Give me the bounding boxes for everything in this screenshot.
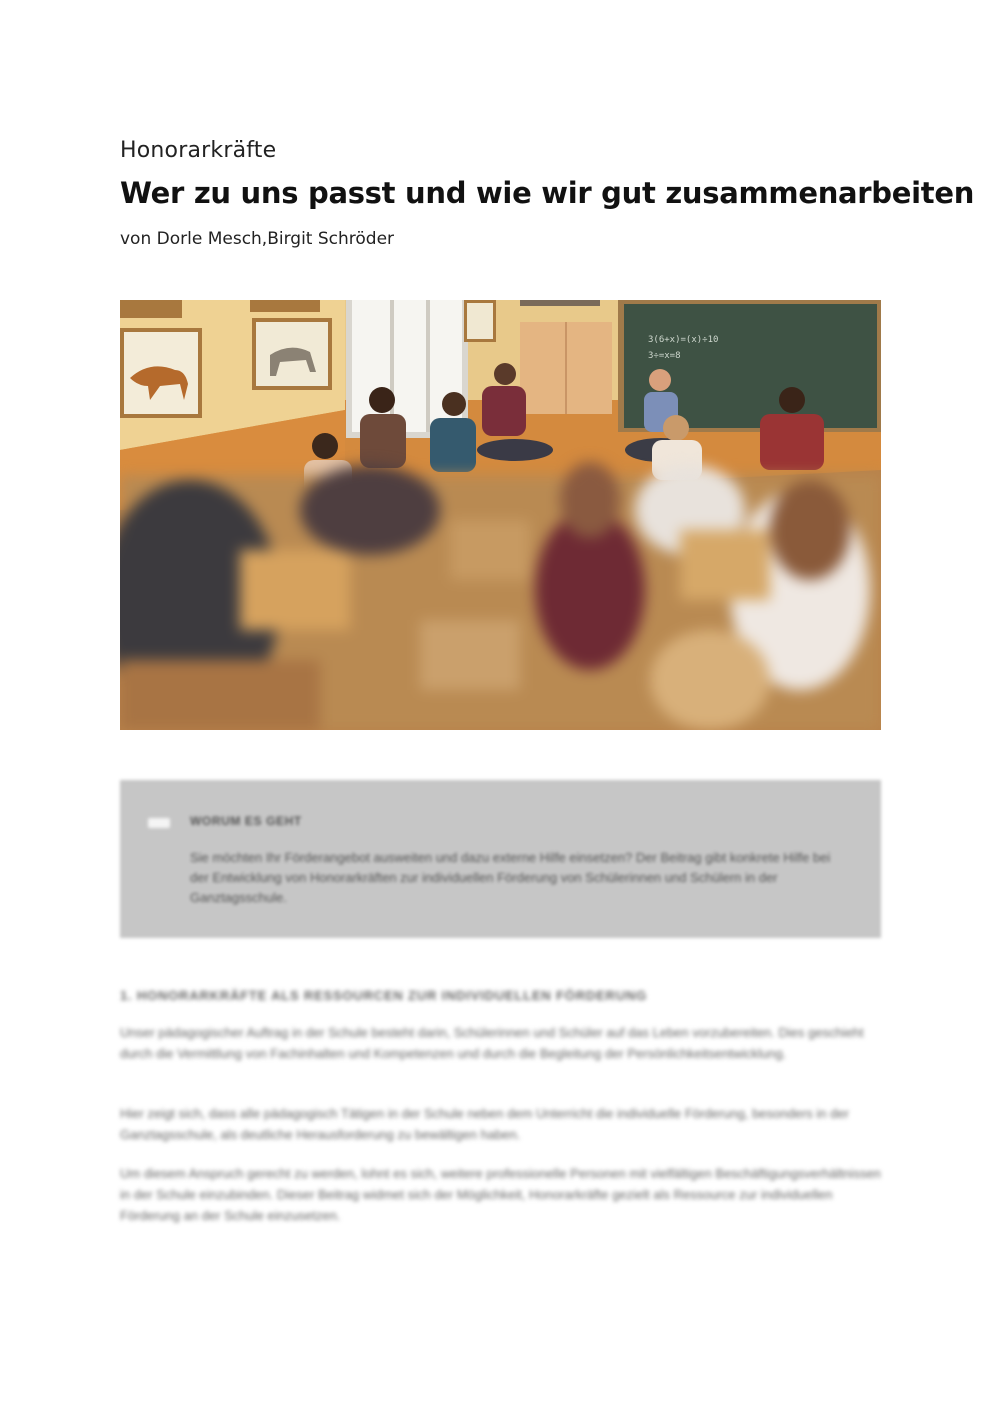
blackboard-line-2: 3÷=x=8 xyxy=(648,351,681,361)
paragraph-text: Um diesem Anspruch gerecht zu werden, lohnt es sich, weitere professionelle Personen mit vielfältigen Beschäftigungsverhältnissen in der Schule einzubinden. Dieser Beitrag widmet sich der Möglichkeit, Honorarkräfte gezielt als Ressource zur individuellen Förderung an der Schule einzusetzen. xyxy=(120,1166,881,1223)
wall-poster xyxy=(120,328,202,418)
paragraph-text: Unser pädagogischer Auftrag in der Schule besteht darin, Schülerinnen und Schüler auf das Leben vorzubereiten. Dies geschieht durch die Vermittlung von Fachinhalten und Kompetenzen und durch die Begleitung der Persönlichkeitsentwicklung. xyxy=(120,1025,864,1061)
paragraph xyxy=(120,1022,881,1064)
author-byline: von Dorle Mesch,Birgit Schröder xyxy=(120,229,395,249)
article-title: Wer zu uns passt und wie wir gut zusammenarbeiten xyxy=(120,176,975,210)
info-box-heading: WORUM ES GEHT xyxy=(190,814,302,828)
paragraph xyxy=(120,1103,881,1145)
blackboard-line-1: 3(6+x)=(x)÷10 xyxy=(648,335,719,345)
info-box xyxy=(120,780,881,938)
blurred-foreground xyxy=(120,462,881,730)
category-label: Honorarkräfte xyxy=(120,138,277,163)
section-heading: 1. HONORARKRÄFTE ALS RESSOURCEN ZUR INDIVIDUELLEN FÖRDERUNG xyxy=(120,988,648,1003)
info-box-text: Sie möchten Ihr Förderangebot ausweiten und dazu externe Hilfe einsetzen? Der Beitrag gibt konkrete Hilfe bei der Entwicklung von Honorarkräften zur individuellen Förderung von Schülerinnen und Schülern in der Ganztagsschule. xyxy=(190,850,831,905)
classroom-photo xyxy=(120,300,881,730)
arrow-icon xyxy=(148,818,170,828)
paragraph xyxy=(120,1163,881,1226)
paragraph-text: Hier zeigt sich, dass alle pädagogisch Tätigen in der Schule neben dem Unterricht die individuelle Förderung, besonders in der Ganztagsschule, als deutliche Herausforderung zu bewältigen haben. xyxy=(120,1106,849,1142)
wall-poster xyxy=(252,318,332,390)
